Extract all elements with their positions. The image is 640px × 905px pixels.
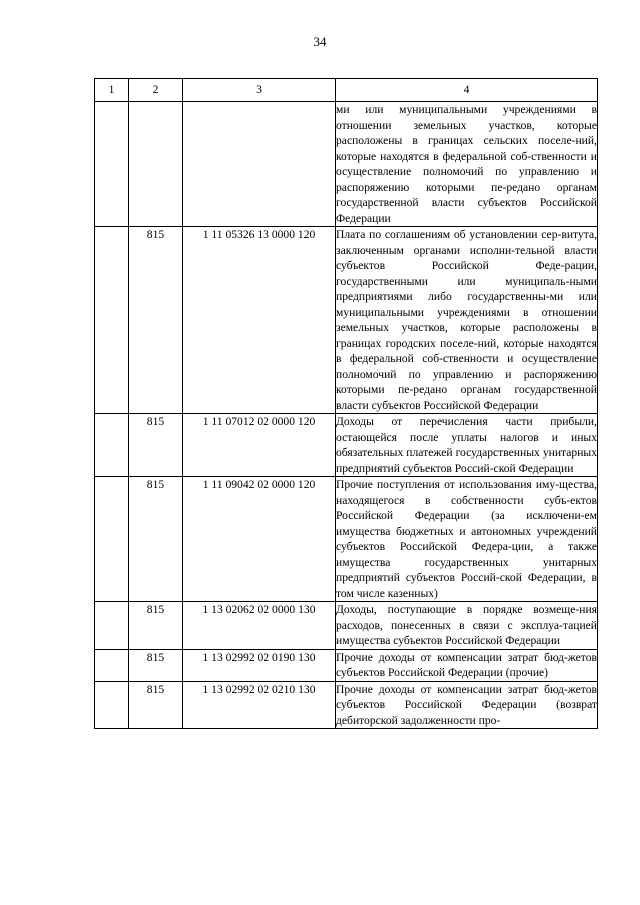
row-number-cell [95, 477, 129, 602]
admin-code-cell: 815 [129, 649, 183, 681]
revenue-code-cell: 1 13 02992 02 0190 130 [183, 649, 336, 681]
table-row [95, 102, 598, 227]
header-col-2: 2 [129, 79, 183, 102]
revenue-name-text: Плата по соглашениям об установлении сер-витута, заключенным органами исполни-тельной власти субъектов Российской Феде-рации, государственными или муниципаль-ными предприятиями либо государственны-ми или муниципальными учреждениями в отношении земельных участков, которые расположены в границах городских поселе-ний, которые находятся в федеральной соб-ственности и осуществление полномочий по управлению и распоряжению которыми пе-редано органам государственной власти субъектов Российской Федерации [336, 228, 597, 412]
admin-code-cell: 815 [129, 227, 183, 414]
table-row [95, 649, 598, 681]
page-number: 34 [313, 34, 327, 49]
revenue-code-cell: 1 13 02992 02 0210 130 [183, 681, 336, 729]
admin-code-cell: 815 [129, 602, 183, 650]
admin-code-cell: 815 [129, 414, 183, 477]
admin-code-cell [129, 102, 183, 227]
revenue-name-cell [336, 102, 598, 227]
table-row [95, 414, 598, 477]
row-number-cell [95, 102, 129, 227]
revenue-code-cell [183, 102, 336, 227]
revenue-code-cell: 1 11 07012 02 0000 120 [183, 414, 336, 477]
admin-code-cell: 815 [129, 477, 183, 602]
revenue-code-cell: 1 13 02062 02 0000 130 [183, 602, 336, 650]
revenue-code-table [94, 78, 598, 729]
table-row [95, 602, 598, 650]
revenue-name-cell [336, 681, 598, 729]
row-number-cell [95, 602, 129, 650]
table-row [95, 227, 598, 414]
row-number-cell [95, 227, 129, 414]
table-header-row [95, 79, 598, 102]
header-col-4: 4 [336, 79, 598, 102]
revenue-name-cell [336, 414, 598, 477]
revenue-name-text: Прочие поступления от использования иму-щества, находящегося в собственности субъ-ектов Российской Федерации (за исключени-ем имущества бюджетных и автономных учреждений субъектов Российской Федера-ции, а также имущества государственных унитарных предприятий субъектов Россий-ской Федерации, в том числе казенных) [336, 478, 597, 600]
admin-code-cell: 815 [129, 681, 183, 729]
header-col-3: 3 [183, 79, 336, 102]
revenue-name-cell [336, 227, 598, 414]
table-row [95, 681, 598, 729]
table-row [95, 477, 598, 602]
revenue-name-text: Прочие доходы от компенсации затрат бюд-жетов субъектов Российской Федерации (прочие) [336, 650, 597, 679]
revenue-name-text: Доходы, поступающие в порядке возмеще-ния расходов, понесенных в связи с эксплуа-тацией имущества субъектов Российской Федерации [336, 603, 597, 647]
revenue-name-cell [336, 477, 598, 602]
row-number-cell [95, 414, 129, 477]
revenue-name-cell [336, 649, 598, 681]
revenue-name-text: Прочие доходы от компенсации затрат бюд-жетов субъектов Российской Федерации (возврат дебиторской задолженности про- [336, 682, 597, 727]
revenue-name-text: Доходы от перечисления части прибыли, остающейся после уплаты налогов и иных обязательных платежей государственных унитарных предприятий субъектов Россий-ской Федерации [336, 415, 597, 475]
revenue-name-text: ми или муниципальными учреждениями в отношении земельных участков, которые расположены в границах сельских поселе-ний, которые находятся в федеральной соб-ственности и осуществление полномочий по управлению и распоряжению которыми пе-редано органам государственной власти субъектов Российской Федерации [336, 103, 597, 225]
revenue-code-cell: 1 11 05326 13 0000 120 [183, 227, 336, 414]
header-col-1: 1 [95, 79, 129, 102]
revenue-code-cell: 1 11 09042 02 0000 120 [183, 477, 336, 602]
row-number-cell [95, 649, 129, 681]
revenue-name-cell [336, 602, 598, 650]
row-number-cell [95, 681, 129, 729]
